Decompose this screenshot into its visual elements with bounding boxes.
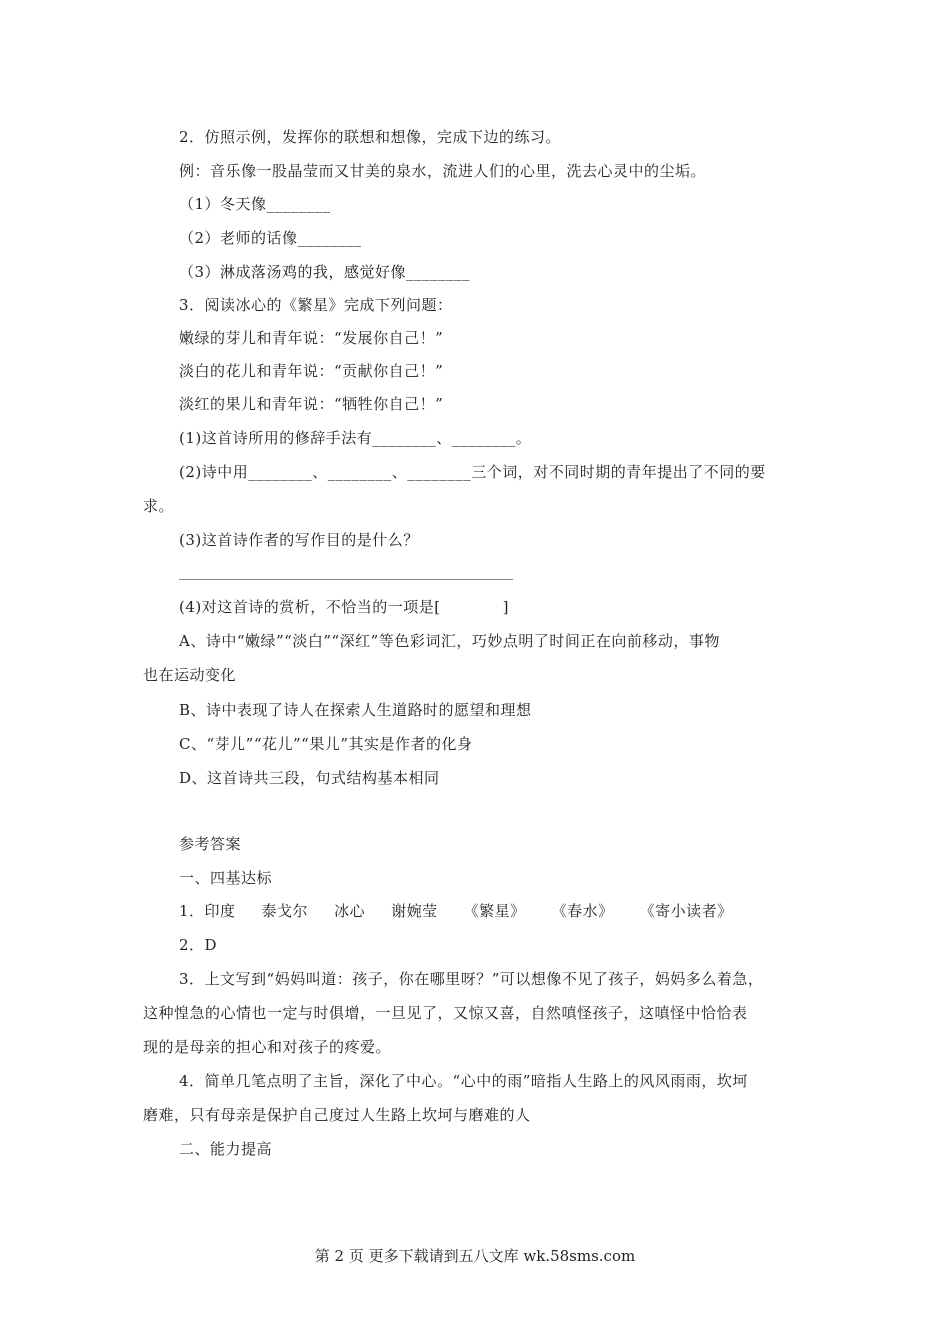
option-b: B、诗中表现了诗人在探索人生道路时的愿望和理想 [179, 701, 532, 719]
answer-1 [179, 901, 733, 921]
q2-example: 例：音乐像一股晶莹而又甘美的泉水，流进人们的心里，洗去心灵中的尘垢。 [179, 162, 707, 180]
option-a-line1: A、诗中“嫩绿”“淡白”“深红”等色彩词汇，巧妙点明了时间正在向前移动，事物 [179, 632, 720, 650]
answer-1-word: 《繁星》 [463, 902, 526, 920]
answers-heading: 参考答案 [179, 835, 242, 853]
answers-section-1: 一、四基达标 [179, 869, 273, 887]
answer-line [179, 579, 513, 580]
answer-1-word: 《寄小读者》 [639, 902, 733, 920]
answers-section-2: 二、能力提高 [179, 1140, 273, 1158]
option-a-line2: 也在运动变化 [143, 666, 237, 684]
answer-3-line3: 现的是母亲的担心和对孩子的疼爱。 [143, 1038, 392, 1056]
q3-sub2-line2: 求。 [143, 497, 175, 515]
q3-title: 3．阅读冰心的《繁星》完成下列问题： [179, 296, 453, 314]
answer-2: 2．D [179, 936, 218, 954]
q2-title: 2．仿照示例，发挥你的联想和想像，完成下边的练习。 [179, 128, 562, 146]
q2-item-3: （3）淋成落汤鸡的我，感觉好像________ [179, 263, 471, 281]
q2-item-1: （1）冬天像________ [179, 195, 331, 213]
q3-sub4: (4)对这首诗的赏析，不恰当的一项是[ ] [179, 598, 509, 616]
q2-item-2: （2）老师的话像________ [179, 229, 362, 247]
answer-1-word: 冰心 [334, 902, 366, 920]
poem-line-2: 淡白的花儿和青年说：“贡献你自己！” [179, 362, 444, 380]
answer-1-word: 泰戈尔 [261, 902, 309, 920]
option-d: D、这首诗共三段，句式结构基本相同 [179, 769, 440, 787]
answer-4-line2: 磨难，只有母亲是保护自己度过人生路上坎坷与磨难的人 [143, 1106, 531, 1124]
page-footer: 第 2 页 更多下载请到五八文库 wk.58sms.com [314, 1247, 636, 1265]
option-c: C、“芽儿”“花儿”“果儿”其实是作者的化身 [179, 735, 473, 753]
answer-1-word: 《春水》 [551, 902, 614, 920]
q3-sub3: (3)这首诗作者的写作目的是什么？ [179, 531, 419, 549]
answer-1-word: 谢婉莹 [391, 902, 438, 920]
poem-line-1: 嫩绿的芽儿和青年说：“发展你自己！” [179, 329, 444, 347]
poem-line-3: 淡红的果儿和青年说：“牺牲你自己！” [179, 395, 444, 413]
q3-sub2-line1: (2)诗中用________、________、________三个词，对不同时期的青年提出了不同的要 [179, 463, 766, 481]
q3-sub1: (1)这首诗所用的修辞手法有________、________。 [179, 429, 532, 447]
answer-3-line2: 这种惶急的心情也一定与时俱增，一旦见了，又惊又喜，自然嗔怪孩子，这嗔怪中恰恰表 [143, 1004, 748, 1022]
answer-3-line1: 3．上文写到“妈妈叫道：孩子，你在哪里呀？”可以想像不见了孩子，妈妈多么着急， [179, 970, 764, 988]
answer-1-prefix: 1．印度 [179, 902, 236, 920]
answer-4-line1: 4．简单几笔点明了主旨，深化了中心。“心中的雨”暗指人生路上的风风雨雨，坎坷 [179, 1072, 748, 1090]
